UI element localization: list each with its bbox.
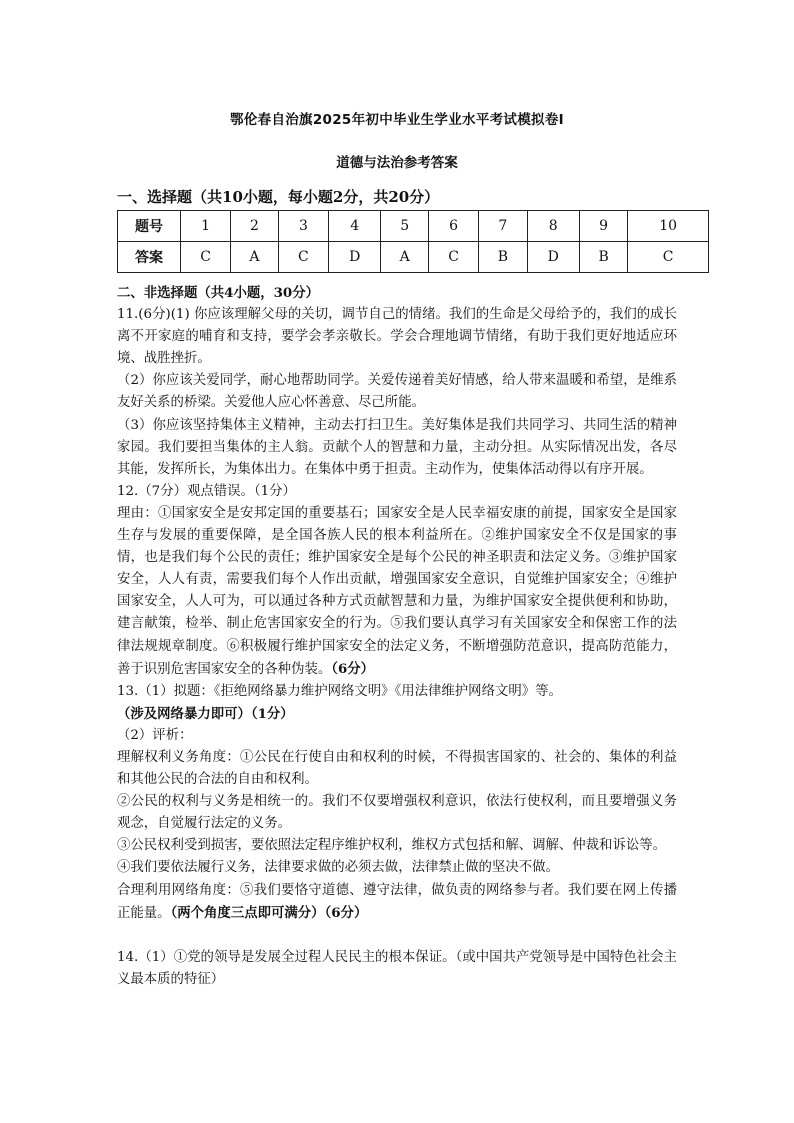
page-title: 鄂伦春自治旗2025年初中毕业生学业水平考试模拟卷Ⅰ: [230, 112, 564, 128]
spacer: [117, 925, 677, 947]
table-cell: C: [628, 242, 709, 273]
table-cell: 8: [527, 211, 579, 242]
row-label-number: 题号: [118, 211, 181, 242]
row-label-answer: 答案: [118, 242, 181, 273]
table-cell: B: [579, 242, 627, 273]
q13-line1: 13.（1）拟题：《拒绝网络暴力维护网络文明》《用法律维护网络文明》等。: [117, 683, 562, 699]
table-cell: A: [381, 242, 429, 273]
section2-heading: 二、非选择题（共4小题，30分）: [117, 285, 320, 301]
table-cell: 7: [479, 211, 527, 242]
table-cell: 3: [278, 211, 328, 242]
section1-heading: 一、选择题（共10小题，每小题2分，共20分）: [117, 188, 440, 206]
q11-part3: （3）你应该坚持集体主义精神，主动去打扫卫生。美好集体是我们共同学习、共同生活的精神家园。我们要担当集体的主人翁。贡献个人的智慧和力量，主动分担。从实际情况出发，各尽其能，发挥所长，为集体出力。在集体中勇于担责。主动作为，使集体活动得以有序开展。: [117, 417, 677, 477]
choice-answer-table: [117, 210, 709, 273]
answer-body: [117, 282, 677, 991]
q12-score: （6分）: [331, 660, 375, 677]
q13-point5-score: （两个角度三点即可满分）（6分）: [170, 904, 368, 921]
table-cell: D: [527, 242, 579, 273]
q13-line3: （2）评析：: [117, 727, 193, 743]
q13-point3: ③公民权利受到损害，要依照法定程序维护权利，维权方式包括和解、调解、仲裁和诉讼等。: [117, 838, 667, 854]
table-cell: B: [479, 242, 527, 273]
q13-point5-text: 合理利用网络角度：⑤我们要恪守道德、遵守法律，做负责的网络参与者。我们要在网上传播正能量。: [117, 882, 677, 921]
table-cell: D: [328, 242, 380, 273]
q11-part1: 11.(6分)(1) 你应该理解父母的关切，调节自己的情绪。我们的生命是父母给予的，我们的成长离不开家庭的哺育和支持，要学会孝亲敬长。学会合理地调节情绪，有助于我们更好地适应环境、战胜挫折。: [117, 307, 677, 367]
q12-reason: [117, 503, 677, 681]
table-cell: A: [231, 242, 279, 273]
table-cell: 6: [429, 211, 479, 242]
table-row-numbers: [118, 211, 709, 242]
q14-part1: 14.（1）①党的领导是发展全过程人民民主的根本保证。（或中国共产党领导是中国特色社会主义最本质的特征）: [117, 949, 677, 987]
table-cell: 9: [579, 211, 627, 242]
q13-line2: （涉及网络暴力即可）（1分）: [117, 705, 294, 722]
table-cell: 5: [381, 211, 429, 242]
table-cell: C: [429, 242, 479, 273]
q11-part2: （2）你应该关爱同学，耐心地帮助同学。关爱传递着美好情感，给人带来温暖和希望，是维系友好关系的桥梁。关爱他人应心怀善意、尽己所能。: [117, 373, 677, 411]
q13-point4: ④我们要依法履行义务，法律要求做的必须去做，法律禁止做的坚决不做。: [117, 860, 559, 876]
q13-point2: ②公民的权利与义务是相统一的。我们不仅要增强权利意识，依法行使权利，而且要增强义务观念，自觉履行法定的义务。: [117, 794, 677, 832]
table-row-answers: [118, 242, 709, 273]
table-cell: 2: [231, 211, 279, 242]
q12-line1: 12.（7分）观点错误。（1分）: [117, 483, 296, 499]
table-cell: 10: [628, 211, 709, 242]
table-cell: C: [181, 242, 231, 273]
table-cell: 4: [328, 211, 380, 242]
table-cell: C: [278, 242, 328, 273]
q13-point5: [117, 880, 677, 925]
q13-point1: 理解权利义务角度：①公民在行使自由和权利的时候，不得损害国家的、社会的、集体的利益和其他公民的合法的自由和权利。: [117, 749, 677, 788]
page-subtitle: 道德与法治参考答案: [336, 155, 458, 171]
table-cell: 1: [181, 211, 231, 242]
q12-reason-text: 理由：①国家安全是安邦定国的重要基石；国家安全是人民幸福安康的前提，国家安全是国家生存与发展的重要保障，是全国各族人民的根本利益所在。②维护国家安全不仅是国家的事情，也是我们每个公民的责任；维护国家安全是每个公民的神圣职责和法定义务。③维护国家安全，人人有责，需要我们每个人作出贡献，增强国家安全意识，自觉维护国家安全；④维护国家安全，人人可为，可以通过各种方式贡献智慧和力量，为维护国家安全提供便利和协助，建言献策，检举、制止危害国家安全的行为。⑤我们要认真学习有关国家安全和保密工作的法律法规规章制度。⑥积极履行维护国家安全的法定义务，不断增强防范意识，提高防范能力，善于识别危害国家安全的各种伪装。: [117, 505, 677, 677]
